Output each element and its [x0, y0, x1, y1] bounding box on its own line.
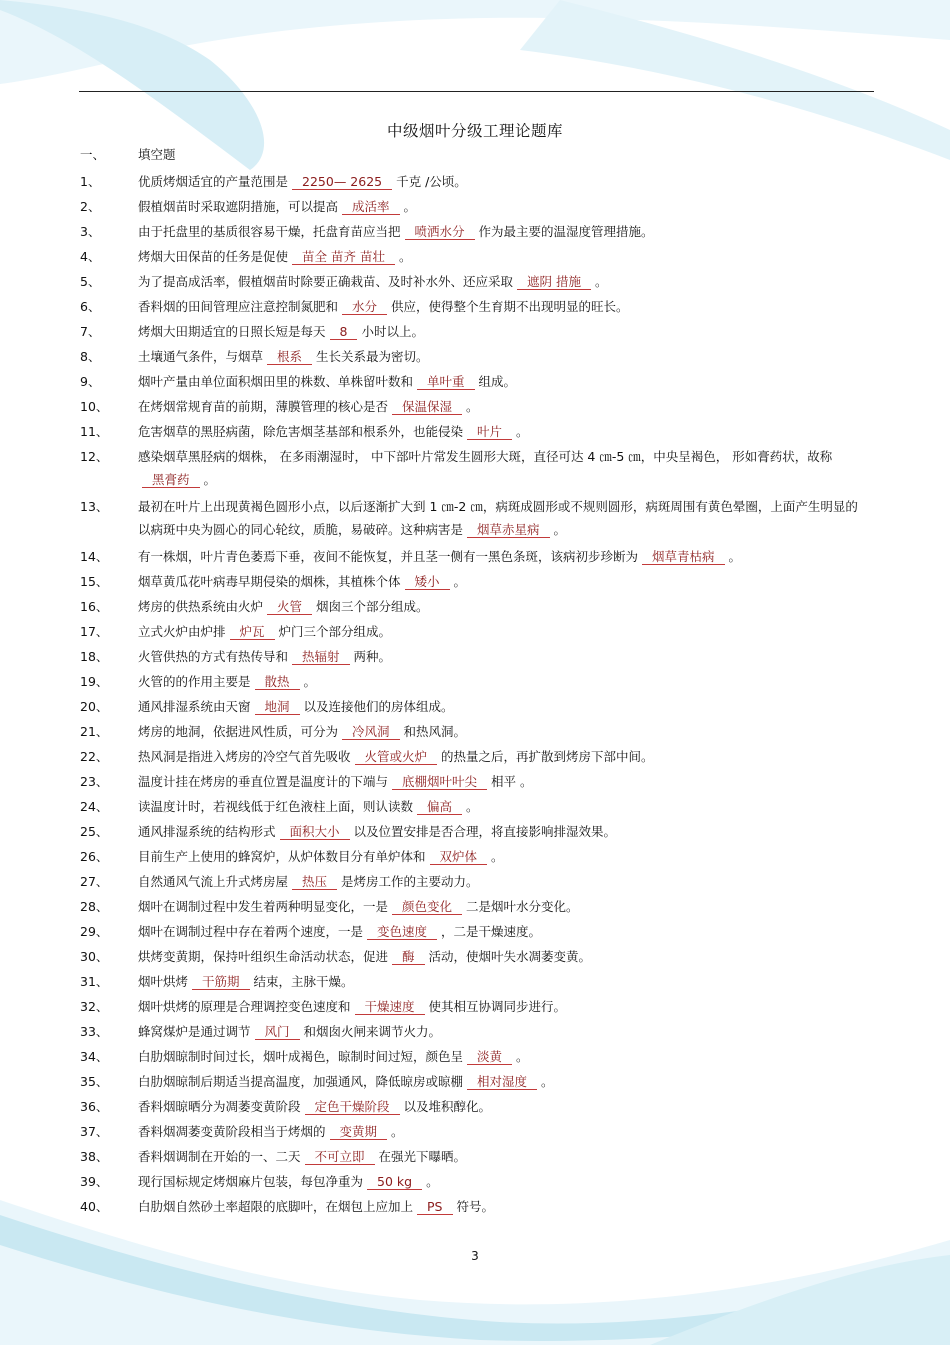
- question-suffix: 供应，使得整个生育期不出现明显的旺长。: [391, 299, 629, 314]
- answer-blank: 不可立即: [305, 1149, 375, 1165]
- answer-blank: 根系: [267, 349, 312, 365]
- question-suffix: 。: [466, 399, 479, 414]
- answer-blank: 黑膏药: [142, 472, 200, 488]
- question-suffix: 。: [595, 274, 608, 289]
- question-suffix: 活动，使烟叶失水凋萎变黄。: [428, 949, 592, 964]
- question-prompt: 烤房的地洞，依据进风性质，可分为: [138, 724, 339, 739]
- answer-blank: 底棚烟叶叶尖: [392, 774, 487, 790]
- answer-blank: 酶: [392, 949, 425, 965]
- question-text: [138, 770, 866, 793]
- answer-blank: 遮阴 措施: [517, 274, 591, 290]
- question-suffix: 。: [466, 799, 479, 814]
- question-suffix: 。: [426, 1174, 439, 1189]
- question-prompt: 香料烟晾晒分为凋萎变黄阶段: [138, 1099, 301, 1114]
- answer-blank: 冷风洞: [342, 724, 400, 740]
- question-number: 40、: [80, 1199, 109, 1214]
- answer-blank: 偏高: [417, 799, 462, 815]
- question-number: 16、: [80, 599, 109, 614]
- question-text: [138, 995, 866, 1018]
- answer-blank: 干筋期: [192, 974, 250, 990]
- question-prompt: 由于托盘里的基质很容易干燥，托盘育苗应当把: [138, 224, 401, 239]
- question-prompt: 烤烟大田期适宜的日照长短是每天: [138, 324, 326, 339]
- answer-blank: 相对湿度: [467, 1074, 537, 1090]
- question-prompt: 香料烟的田间管理应注意控制氮肥和: [138, 299, 339, 314]
- question-suffix: 。: [303, 674, 317, 689]
- question-prompt: 现行国标规定烤烟麻片包装，每包净重为: [138, 1174, 364, 1189]
- question-number: 27、: [80, 874, 109, 889]
- question-text: [138, 495, 866, 541]
- question-suffix: 。: [516, 424, 529, 439]
- question-prompt: 自然通风气流上升式烤房屋: [138, 874, 289, 889]
- answer-blank: 热辐射: [292, 649, 350, 665]
- question-prompt: 烤房的供热系统由火炉: [138, 599, 264, 614]
- question-number: 22、: [80, 749, 109, 764]
- answer-blank: 单叶重: [417, 374, 475, 390]
- question-suffix: 。: [541, 1074, 554, 1089]
- question-suffix: 。: [403, 199, 417, 214]
- answer-blank: 矮小: [405, 574, 450, 590]
- question-suffix: 二是烟叶水分变化。: [466, 899, 579, 914]
- question-text: [138, 195, 866, 218]
- question-suffix: 是烤房工作的主要动力。: [341, 874, 479, 889]
- question-suffix: 炉门三个部分组成。: [278, 624, 392, 639]
- question-text: [138, 695, 866, 718]
- question-text: [138, 845, 866, 868]
- question-number: 11、: [80, 424, 109, 439]
- answer-blank: 叶片: [467, 424, 512, 440]
- answer-blank: 火管: [267, 599, 312, 615]
- question-suffix: 和烟囱火闸来调节火力。: [303, 1024, 442, 1039]
- question-number: 24、: [80, 799, 109, 814]
- question-text: [138, 745, 866, 768]
- question-number: 13、: [80, 499, 109, 514]
- question-suffix: 千克 /公顷。: [396, 174, 467, 189]
- answer-blank: 散热: [255, 674, 300, 690]
- question-number: 14、: [80, 549, 109, 564]
- question-number: 21、: [80, 724, 109, 739]
- question-number: 2、: [80, 199, 101, 214]
- answer-blank: 淡黄: [467, 1049, 512, 1065]
- question-text: [138, 1120, 866, 1143]
- question-text: [138, 645, 866, 668]
- question-number: 28、: [80, 899, 109, 914]
- question-suffix: 和热风洞。: [403, 724, 467, 739]
- question-prompt: 土壤通气条件，与烟草: [138, 349, 264, 364]
- question-prompt: 在烤烟常规育苗的前期，薄膜管理的核心是否: [138, 399, 389, 414]
- question-suffix: 。: [203, 472, 217, 487]
- question-suffix: 小时以上。: [361, 324, 424, 339]
- question-suffix: 。: [453, 574, 467, 589]
- question-prompt: 为了提高成活率，假植烟苗时除要正确栽苗、及时补水外、还应采取: [138, 274, 514, 289]
- question-suffix: 相平 。: [491, 774, 533, 789]
- question-suffix: 两种。: [353, 649, 392, 664]
- question-suffix: 作为最主要的温湿度管理措施。: [478, 224, 654, 239]
- answer-blank: 变黄期: [330, 1124, 388, 1140]
- question-number: 25、: [80, 824, 109, 839]
- question-number: 39、: [80, 1174, 109, 1189]
- question-prompt: 烟叶烘烤的原理是合理调控变色速度和: [138, 999, 351, 1014]
- question-text: [138, 620, 866, 643]
- question-prompt: 白肋烟晾制后期适当提高温度，加强通风，降低晾房或晾棚: [138, 1074, 464, 1089]
- question-suffix: 。: [553, 522, 567, 537]
- question-suffix: 生长关系最为密切。: [316, 349, 429, 364]
- question-suffix: 结束，主脉干燥。: [253, 974, 354, 989]
- question-prompt: 有一株烟，叶片青色萎焉下垂，夜间不能恢复，并且茎一侧有一黑色条斑，该病初步珍断为: [138, 549, 639, 564]
- question-text: [138, 570, 866, 593]
- question-number: 20、: [80, 699, 109, 714]
- question-text: [138, 545, 866, 568]
- question-prompt: 香料烟调制在开始的一、二天: [138, 1149, 301, 1164]
- question-number: 6、: [80, 299, 101, 314]
- question-number: 5、: [80, 274, 101, 289]
- question-suffix: 组成。: [478, 374, 517, 389]
- question-number: 36、: [80, 1099, 109, 1114]
- question-number: 19、: [80, 674, 109, 689]
- question-text: [138, 320, 866, 343]
- page-title: 中级烟叶分级工理论题库: [386, 122, 563, 140]
- question-text: [138, 295, 866, 318]
- question-prompt: 烟叶在调制过程中存在着两个速度，一是: [138, 924, 364, 939]
- answer-blank: 50 kg: [367, 1174, 422, 1190]
- question-prompt: 目前生产上使用的蜂窝炉，从炉体数目分有单炉体和: [138, 849, 426, 864]
- question-number: 31、: [80, 974, 109, 989]
- question-number: 29、: [80, 924, 109, 939]
- answer-blank: 干燥速度: [355, 999, 425, 1015]
- question-text: [138, 1145, 866, 1168]
- question-text: [138, 670, 866, 693]
- answer-blank: 热压: [292, 874, 337, 890]
- question-text: [138, 420, 866, 443]
- question-text: [138, 1045, 866, 1068]
- question-suffix: 符号。: [456, 1199, 495, 1214]
- answer-blank: 烟草赤星病: [467, 522, 550, 538]
- question-number: 34、: [80, 1049, 109, 1064]
- question-text: [138, 170, 866, 193]
- answer-blank: 2250— 2625: [292, 174, 392, 190]
- question-number: 10、: [80, 399, 109, 414]
- question-suffix: 。: [491, 849, 504, 864]
- answer-blank: 颜色变化: [392, 899, 462, 915]
- question-prompt: 危害烟草的黑胫病菌，除危害烟茎基部和根系外，也能侵染: [138, 424, 464, 439]
- answer-blank: 喷洒水分: [405, 224, 475, 240]
- question-number: 38、: [80, 1149, 109, 1164]
- question-number: 1、: [80, 174, 101, 189]
- question-text: [138, 595, 866, 618]
- question-suffix: 以及堆积醇化。: [403, 1099, 492, 1114]
- question-prompt: 火管供热的方式有热传导和: [138, 649, 289, 664]
- question-number: 4、: [80, 249, 101, 264]
- answer-blank: 保温保湿: [392, 399, 462, 415]
- answer-blank: 苗全 苗齐 苗壮: [292, 249, 395, 265]
- question-number: 7、: [80, 324, 101, 339]
- answer-blank: 炉瓦: [230, 624, 275, 640]
- question-prompt: 立式火炉由炉排: [138, 624, 226, 639]
- question-text: [138, 895, 866, 918]
- question-prompt: 热风洞是指进入烤房的冷空气首先吸收: [138, 749, 351, 764]
- question-text: [138, 820, 866, 843]
- question-number: 3、: [80, 224, 101, 239]
- question-text: [138, 220, 866, 243]
- question-prompt: 烟叶烘烤: [138, 974, 189, 989]
- question-number: 15、: [80, 574, 109, 589]
- question-prompt: 烟叶产量由单位面积烟田里的株数、单株留叶数和: [138, 374, 414, 389]
- question-number: 35、: [80, 1074, 109, 1089]
- question-suffix: 的热量之后，再扩散到烤房下部中间。: [441, 749, 654, 764]
- question-prompt: 火管的的作用主要是: [138, 674, 251, 689]
- question-text: [138, 1170, 866, 1193]
- question-prompt: 感染烟草黑胫病的烟株， 在多雨潮湿时， 中下部叶片常发生圆形大斑，直径可达 4 ㎝-5 ㎝，中央呈褐色， 形如膏药状，故称: [138, 449, 833, 464]
- question-text: [138, 445, 866, 491]
- question-number: 33、: [80, 1024, 109, 1039]
- question-suffix: 。: [516, 1049, 529, 1064]
- question-suffix: 以及连接他们的房体组成。: [303, 699, 454, 714]
- question-text: [138, 345, 866, 368]
- answer-blank: 烟草青枯病: [642, 549, 725, 565]
- question-prompt: 烟叶在调制过程中发生着两种明显变化，一是: [138, 899, 389, 914]
- question-text: [138, 395, 866, 418]
- question-suffix: 。: [728, 549, 742, 564]
- page-number: 3: [471, 1249, 479, 1263]
- question-suffix: 使其相互协调同步进行。: [428, 999, 567, 1014]
- question-prompt: 香料烟凋萎变黄阶段相当于烤烟的: [138, 1124, 326, 1139]
- answer-blank: 面积大小: [280, 824, 350, 840]
- question-text: [138, 795, 866, 818]
- answer-blank: 变色速度: [367, 924, 437, 940]
- question-prompt: 通风排湿系统由天窗: [138, 699, 251, 714]
- question-prompt: 烤烟大田保苗的任务是促使: [138, 249, 289, 264]
- header-rule: [79, 91, 874, 92]
- question-number: 37、: [80, 1124, 109, 1139]
- question-prompt: 白肋烟自然砂土率超限的底脚叶，在烟包上应加上: [138, 1199, 414, 1214]
- question-suffix: 。: [391, 1124, 404, 1139]
- answer-blank: 成活率: [342, 199, 400, 215]
- answer-blank: PS: [417, 1199, 452, 1215]
- question-prompt: 烘烤变黄期，保持叶组织生命活动状态，促进: [138, 949, 389, 964]
- question-prompt: 蜂窝煤炉是通过调节: [138, 1024, 251, 1039]
- question-text: [138, 920, 866, 943]
- question-prompt: 温度计挂在烤房的垂直位置是温度计的下端与: [138, 774, 389, 789]
- answer-blank: 8: [330, 324, 358, 340]
- question-prompt: 假植烟苗时采取遮阴措施，可以提高: [138, 199, 339, 214]
- question-suffix: 烟囱三个部分组成。: [316, 599, 429, 614]
- answer-blank: 定色干燥阶段: [305, 1099, 400, 1115]
- question-prompt: 读温度计时，若视线低于红色液柱上面，则认读数: [138, 799, 414, 814]
- question-text: [138, 1070, 866, 1093]
- question-suffix: ，二是干燥速度。: [441, 924, 542, 939]
- question-suffix: 。: [398, 249, 412, 264]
- question-text: [138, 970, 866, 993]
- question-prompt: 最初在叶片上出现黄褐色圆形小点，以后逐渐扩大到 1 ㎝-2 ㎝，病斑成圆形或不规则圆形，病斑周围有黄色晕圈，上面产生明显的以病斑中央为圆心的同心轮纹，质脆，易破碎。这种病害是: [138, 499, 858, 537]
- question-number: 17、: [80, 624, 109, 639]
- question-number: 32、: [80, 999, 109, 1014]
- answer-blank: 双炉体: [430, 849, 488, 865]
- question-suffix: 以及位置安排是否合理，将直接影响排湿效果。: [353, 824, 617, 839]
- answer-blank: 水分: [342, 299, 387, 315]
- question-number: 26、: [80, 849, 109, 864]
- section-label: 填空题: [138, 147, 176, 162]
- question-number: 23、: [80, 774, 109, 789]
- question-prompt: 优质烤烟适宜的产量范围是: [138, 174, 289, 189]
- question-number: 18、: [80, 649, 109, 664]
- question-prompt: 烟草黄瓜花叶病毒早期侵染的烟株，其植株个体: [138, 574, 401, 589]
- question-text: [138, 1020, 866, 1043]
- question-suffix: 在强光下曝晒。: [378, 1149, 467, 1164]
- question-text: [138, 870, 866, 893]
- question-number: 30、: [80, 949, 109, 964]
- answer-blank: 地洞: [255, 699, 300, 715]
- question-prompt: 白肋烟晾制时间过长，烟叶成褐色，晾制时间过短，颜色呈: [138, 1049, 464, 1064]
- question-text: [138, 370, 866, 393]
- question-text: [138, 1095, 866, 1118]
- question-prompt: 通风排湿系统的结构形式: [138, 824, 276, 839]
- answer-blank: 风门: [255, 1024, 300, 1040]
- question-number: 9、: [80, 374, 101, 389]
- section-number: 一、: [80, 147, 106, 162]
- question-number: 8、: [80, 349, 101, 364]
- question-text: [138, 945, 866, 968]
- question-text: [138, 245, 866, 268]
- answer-blank: 火管或火炉: [355, 749, 438, 765]
- question-text: [138, 720, 866, 743]
- question-text: [138, 1195, 866, 1218]
- question-number: 12、: [80, 449, 109, 464]
- question-text: [138, 270, 866, 293]
